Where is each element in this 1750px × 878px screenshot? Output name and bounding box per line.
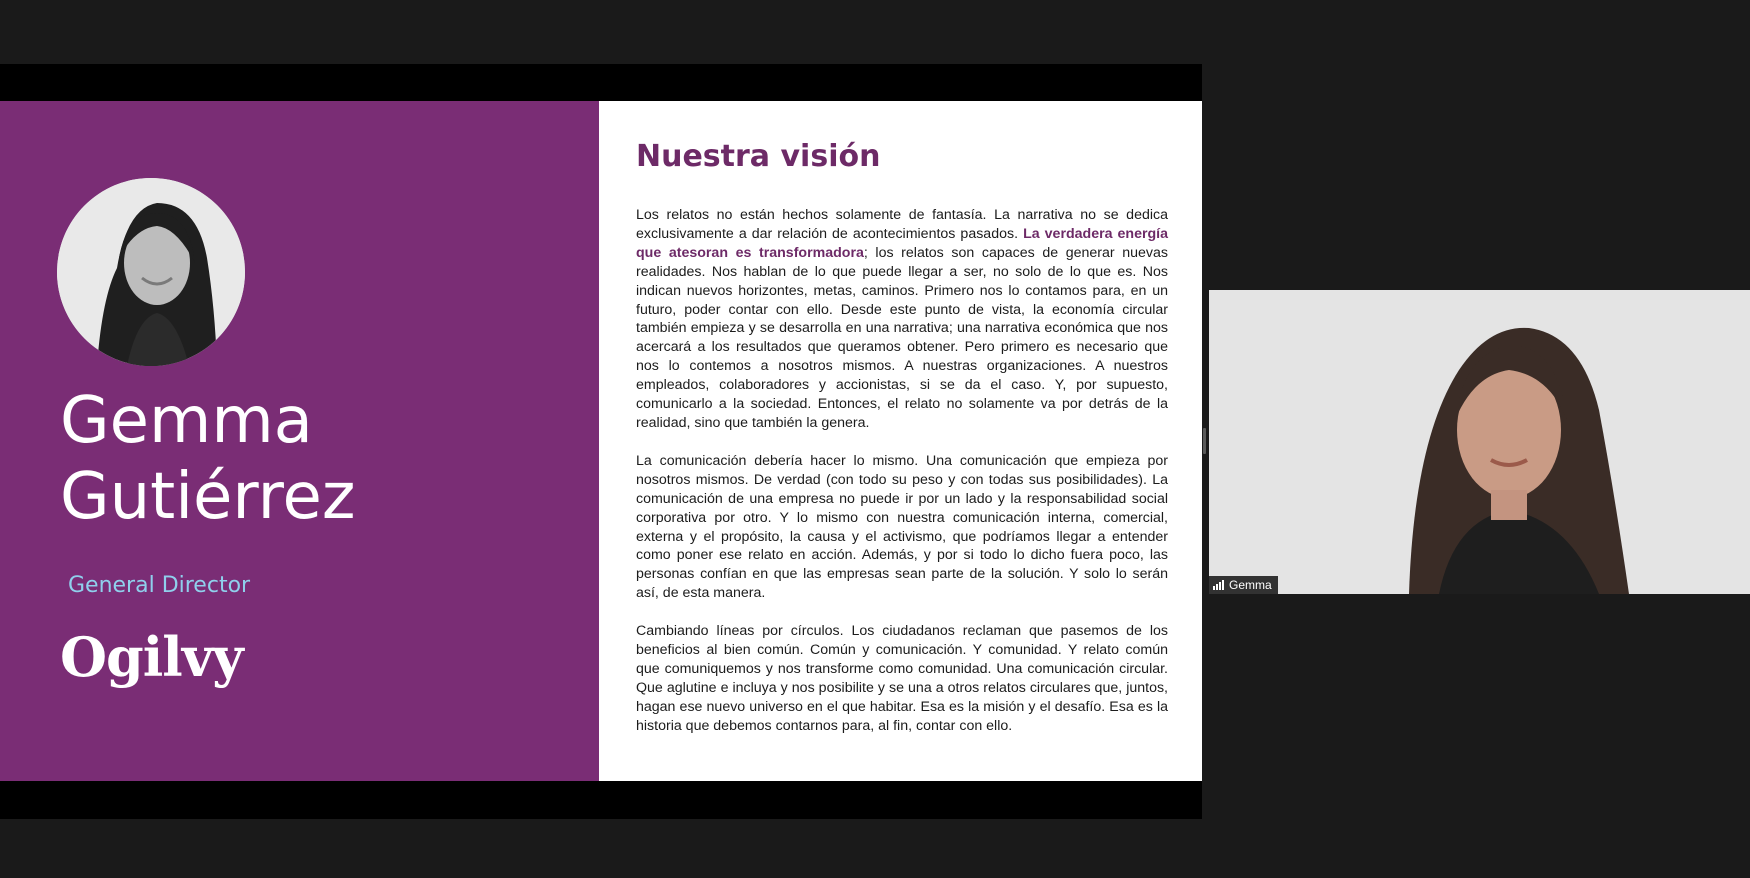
signal-bars-icon — [1213, 580, 1225, 590]
screen-share-area — [0, 64, 1202, 819]
panel-resize-handle[interactable] — [1203, 428, 1206, 454]
presentation-slide — [0, 101, 1202, 781]
body-paragraph: Cambiando líneas por círculos. Los ciudadanos reclaman que pasemos de los beneficios al bien común. Común y comunicación. Y comunidad. Y relato común que comuniquemos y nos transforme como comunidad. Una comunicación circular. Que aglutine e incluya y nos posibilite y se una a otros relatos circulares que, juntos, hagan ese nuevo universo en el que habitar. Esa es la misión y el desafío. Esa es la historia que debemos contarnos para, al fin, contar con ello. — [636, 623, 1168, 734]
paragraph-1-highlight: La verdadera energía que atesoran es transformadora — [636, 225, 1169, 261]
speaker-first-name: Gemma — [60, 384, 313, 458]
speaker-portrait — [57, 178, 245, 366]
speaker-panel — [0, 101, 599, 781]
participant-name-label — [1209, 576, 1278, 594]
company-logo: Ogilvy — [60, 625, 243, 689]
participant-name: Gemma — [1229, 578, 1272, 592]
speaker-name — [60, 383, 540, 535]
body-paragraph: La comunicación debería hacer lo mismo. Una comunicación que empieza por nosotros mismos. De verdad (con todo su peso y con todas sus posibilidades). La comunicación de una empresa no puede ir por un lado y la responsabilidad social corporativa por otro. Y lo mismo con nuestra comunicación interna, comercial, externa y el propósito, la causa y el activismo, que podríamos llegar a entender como poner ese relato en acción. Además, y por si todo lo dicho fuera poco, las personas confían en que las empresas sean parte de la solución. Y solo lo serán así, de esta manera. — [636, 452, 1168, 602]
portrait-image — [57, 178, 245, 366]
paragraph-1-continuation: ; los relatos son capaces de generar nuevas realidades. Nos hablan de lo que puede llegar a ser, no solo de lo que es. Nos indican nuevos horizontes, metas, caminos. Primero nos lo contamos para, en un futuro, poder contar con ello. Desde este punto de vista, la economía circular también empieza y se desarrolla en una narrativa; una narrativa económica que nos acercará a los resultados que queramos obtener. Pero primero es necesario que nos lo contemos a nosotros mismos. A nuestras organizaciones. A nuestros empleados, colaboradores y accionistas, si se da el caso. Y, por supuesto, comunicarlo a la sociedad. Entonces, el relato no solamente va por detrás de la realidad, sino que también la genera. — [636, 244, 1168, 431]
speaker-role: General Director — [68, 573, 251, 598]
paragraph-1-text: Los relatos no están hechos solamente de fantasía. La narrativa no se dedica exclusivamente a dar relación de acontecimientos pasados. — [636, 207, 1168, 242]
participant-video-feed — [1209, 290, 1750, 594]
slide-body — [636, 206, 1168, 755]
body-paragraph — [636, 206, 1168, 433]
content-panel — [599, 101, 1202, 781]
slide-title: Nuestra visión — [636, 139, 881, 174]
speaker-last-name: Gutiérrez — [60, 460, 356, 534]
participant-video-tile[interactable] — [1209, 290, 1750, 594]
